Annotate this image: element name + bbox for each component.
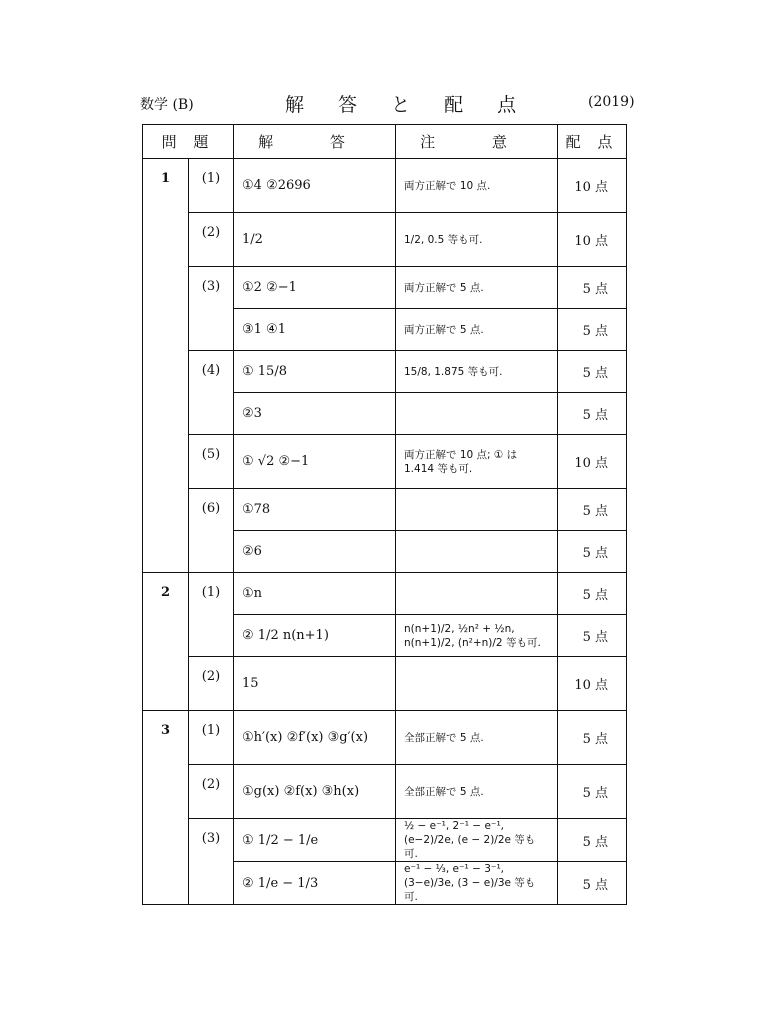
- answer-cell: 15: [234, 657, 396, 711]
- points-cell: 10 点: [558, 657, 627, 711]
- points-cell: 5 点: [558, 267, 627, 309]
- table-row: [143, 657, 627, 711]
- table-row: [143, 489, 627, 531]
- points-cell: 5 点: [558, 531, 627, 573]
- points-cell: 10 点: [558, 213, 627, 267]
- question-number: 2: [143, 573, 189, 711]
- points-cell: 5 点: [558, 489, 627, 531]
- answer-cell: ①4 ②2696: [234, 159, 396, 213]
- answer-cell: ② 1/2 n(n+1): [234, 615, 396, 657]
- note-cell: 両方正解で 10 点.: [396, 159, 558, 213]
- points-cell: 5 点: [558, 819, 627, 862]
- subquestion-label: (3): [189, 267, 234, 351]
- points-cell: 5 点: [558, 573, 627, 615]
- answer-cell: 1/2: [234, 213, 396, 267]
- note-cell: ½ − e⁻¹, 2⁻¹ − e⁻¹, (e−2)/2e, (e − 2)/2e 等も可.: [396, 819, 558, 862]
- answer-cell: ②6: [234, 531, 396, 573]
- note-cell: [396, 393, 558, 435]
- note-cell: e⁻¹ − ⅓, e⁻¹ − 3⁻¹, (3−e)/3e, (3 − e)/3e 等も可.: [396, 862, 558, 905]
- table-row: [143, 351, 627, 393]
- answer-cell: ① √2 ②−1: [234, 435, 396, 489]
- points-cell: 5 点: [558, 615, 627, 657]
- points-cell: 5 点: [558, 862, 627, 905]
- answer-cell: ②3: [234, 393, 396, 435]
- table-row: [143, 765, 627, 819]
- subquestion-label: (4): [189, 351, 234, 435]
- answer-cell: ①n: [234, 573, 396, 615]
- note-cell: 15/8, 1.875 等も可.: [396, 351, 558, 393]
- table-row: [143, 435, 627, 489]
- subquestion-label: (2): [189, 213, 234, 267]
- table-row: [143, 819, 627, 862]
- points-cell: 5 点: [558, 393, 627, 435]
- answer-cell: ② 1/e − 1/3: [234, 862, 396, 905]
- answer-cell: ① 15/8: [234, 351, 396, 393]
- note-cell: n(n+1)/2, ½n² + ½n, n(n+1)/2, (n²+n)/2 等も可.: [396, 615, 558, 657]
- subquestion-label: (6): [189, 489, 234, 573]
- answer-cell: ③1 ④1: [234, 309, 396, 351]
- note-cell: 1/2, 0.5 等も可.: [396, 213, 558, 267]
- subquestion-label: (1): [189, 159, 234, 213]
- answer-table: [142, 124, 627, 905]
- note-cell: 両方正解で 10 点; ① は 1.414 等も可.: [396, 435, 558, 489]
- answer-cell: ①78: [234, 489, 396, 531]
- table-body: [143, 159, 627, 905]
- points-cell: 5 点: [558, 765, 627, 819]
- year-label: (2019): [588, 94, 635, 110]
- subquestion-label: (1): [189, 711, 234, 765]
- subquestion-label: (2): [189, 657, 234, 711]
- points-cell: 5 点: [558, 351, 627, 393]
- question-number: 3: [143, 711, 189, 905]
- header-note: 注 意: [396, 125, 558, 159]
- subquestion-label: (2): [189, 765, 234, 819]
- header-answer: 解 答: [234, 125, 396, 159]
- note-cell: [396, 489, 558, 531]
- note-cell: 両方正解で 5 点.: [396, 267, 558, 309]
- answer-cell: ①2 ②−1: [234, 267, 396, 309]
- points-cell: 5 点: [558, 711, 627, 765]
- page-title: 解 答 と 配 点: [285, 94, 531, 116]
- table-row: [143, 159, 627, 213]
- table-row: [143, 267, 627, 309]
- header-points: 配 点: [558, 125, 627, 159]
- subject-label: 数学 (B): [140, 97, 194, 113]
- question-number: 1: [143, 159, 189, 573]
- header-question: 問 題: [143, 125, 234, 159]
- note-cell: 全部正解で 5 点.: [396, 765, 558, 819]
- points-cell: 10 点: [558, 435, 627, 489]
- table-row: [143, 573, 627, 615]
- note-cell: [396, 531, 558, 573]
- table-row: [143, 213, 627, 267]
- answer-cell: ①g(x) ②f(x) ③h(x): [234, 765, 396, 819]
- note-cell: 全部正解で 5 点.: [396, 711, 558, 765]
- subquestion-label: (3): [189, 819, 234, 905]
- note-cell: 両方正解で 5 点.: [396, 309, 558, 351]
- answer-cell: ① 1/2 − 1/e: [234, 819, 396, 862]
- table-header-row: [143, 125, 627, 159]
- points-cell: 5 点: [558, 309, 627, 351]
- subquestion-label: (5): [189, 435, 234, 489]
- answer-cell: ①h′(x) ②f′(x) ③g′(x): [234, 711, 396, 765]
- note-cell: [396, 657, 558, 711]
- subquestion-label: (1): [189, 573, 234, 657]
- note-cell: [396, 573, 558, 615]
- table-row: [143, 711, 627, 765]
- points-cell: 10 点: [558, 159, 627, 213]
